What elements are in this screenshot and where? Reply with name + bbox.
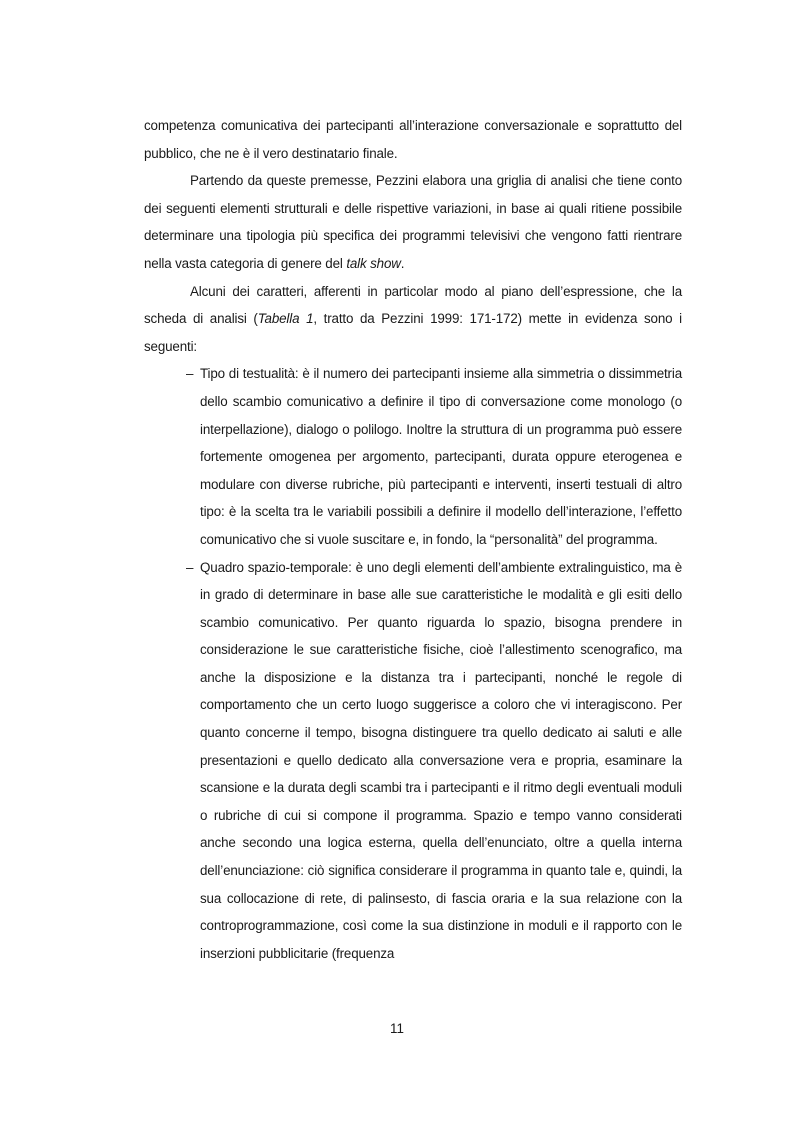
paragraph-continuation: competenza comunicativa dei partecipanti all’interazione conversazionale e soprattutto del pubblico, che ne è il vero destinatario finale.	[144, 118, 682, 161]
paragraph-premesse	[144, 167, 682, 277]
dash-bullet: –	[186, 366, 194, 382]
paragraph-premesse-end: .	[400, 255, 405, 271]
page-number: 11	[390, 1021, 404, 1036]
dash-bullet: –	[186, 559, 194, 575]
list-item	[186, 360, 682, 553]
list-item-text: Tipo di testualità: è il numero dei partecipanti insieme alla simmetria o dissimmetria dello scambio comunicativo a definire il tipo di conversazione come monologo (o interpellazione), dialogo o polilogo. Inoltre la struttura di un programma può essere fortemente omogenea per argomento, partecipanti, durata oppure eterogenea e modulare con diverse rubriche, più partecipanti e interventi, inserti testuali di altro tipo: è la scelta tra le variabili possibili a definire il modello dell’interazione, l’effetto comunicativo che si vuole suscitare e, in fondo, la “personalità” del programma.	[200, 366, 682, 547]
list-item-text: Quadro spazio-temporale: è uno degli elementi dell’ambiente extralinguistico, ma è in grado di determinare in base alle sue caratteristiche le modalità e gli esiti dello scambio comunicativo. Per quanto riguarda lo spazio, bisogna prendere in considerazione le sue caratteristiche fisiche, cioè l’allestimento scenografico, ma anche la disposizione e la distanza tra i partecipanti, nonché le regole di comportamento che un certo luogo suggerisce a coloro che vi interagiscono. Per quanto concerne il tempo, bisogna distinguere tra quello dedicato ai saluti e alle presentazioni e quello dedicato alla conversazione vera e propria, esaminare la scansione e la durata degli scambi tra i partecipanti e il ritmo degli eventuali moduli o rubriche di cui si compone il programma. Spazio e tempo vanno considerati anche secondo una logica esterna, quella dell’enunciato, oltre a quella interna dell’enunciazione: ciò significa considerare il programma in quanto tale e, quindi, la sua collocazione di rete, di palinsesto, di fascia oraria e la sua relazione con la controprogrammazione, così come la sua distinzione in moduli e il rapporto con le inserzioni pubblicitarie (frequenza	[200, 559, 682, 961]
paragraph-premesse-text: Partendo da queste premesse, Pezzini elabora una griglia di analisi che tiene conto dei seguenti elementi strutturali e delle rispettive variazioni, in base ai quali ritiene possibile determinare una tipologia più specifica dei programmi televisivi che vengono fatti rientrare nella vasta categoria di genere del	[144, 173, 682, 271]
paragraph-caratteri-text: Alcuni dei caratteri, afferenti in particolar modo al piano dell’espressione, che la scheda di analisi (	[144, 283, 682, 327]
element-list	[144, 360, 682, 967]
talk-show-term: talk show	[346, 255, 401, 271]
body-text	[144, 112, 682, 967]
paragraph-caratteri-end: , tratto da Pezzini 1999: 171-172) mette in evidenza sono i seguenti:	[144, 311, 682, 354]
table-reference: Tabella 1	[257, 311, 314, 327]
list-item	[186, 554, 682, 968]
paragraph-caratteri	[144, 278, 682, 361]
